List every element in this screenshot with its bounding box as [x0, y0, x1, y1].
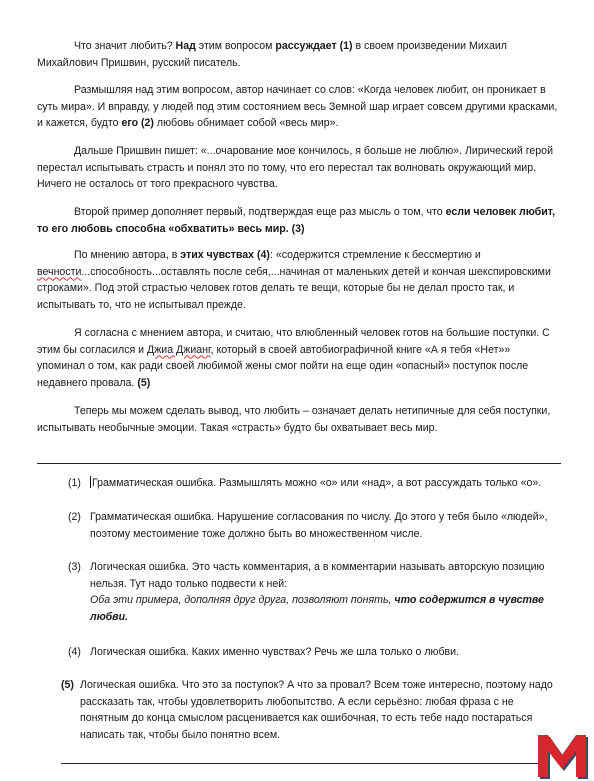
- footnote-number: (4): [68, 646, 81, 658]
- text-run: Второй пример дополняет первый, подтверждая еще раз мысль о том, что: [74, 206, 446, 218]
- footnote-5: [61, 677, 560, 743]
- footnote-text: Логическая ошибка. Это часть комментария, а в комментарии называть авторскую позицию нельзя. Тут надо только подвести к ней:: [90, 561, 545, 590]
- highlight-bold: Над: [175, 40, 196, 52]
- text-run: Теперь мы можем сделать вывод, что любить – означает делать нетипичные для себя поступки, испытывать необычные эмоции. Такая «страсть» будто бы охватывает весь мир.: [37, 405, 551, 434]
- essay-paragraph-7: [37, 403, 559, 436]
- footnote-number: (3): [68, 561, 81, 573]
- footnote-suggestion: [90, 592, 560, 625]
- footnote-separator: [37, 463, 561, 464]
- error-mark-1: рассуждает (1): [275, 40, 353, 52]
- text-run: Что значит любить?: [74, 40, 176, 52]
- footnote-text: Грамматическая ошибка. Размышлять можно «о» или «над», а вот рассуждать только «о».: [92, 477, 542, 489]
- footnote-number: (1): [68, 477, 81, 489]
- essay-paragraph-2: [37, 82, 559, 132]
- text-run: этим вопросом: [195, 40, 276, 52]
- footnote-number: (5): [61, 679, 74, 691]
- text-run: ...способность...оставлять после себя,...начиная от маленьких детей и кончая шекспировскими строками». Под этой страстью человек готов делать те вещи, которые бы не делал просто так, и испытывать то, что не испытывал прежде.: [37, 265, 551, 311]
- footnote-text: Логическая ошибка. Каких именно чувствах? Речь же шла только о любви.: [90, 646, 460, 658]
- suggestion-bold: что содержится в чувстве любви.: [90, 594, 544, 623]
- text-run: Дальше Пришвин пишет: «...очарование мое кончилось, я больше не люблю». Лирический герой перестал испытывать страсть и понял это по тому, что его перестал так волновать окружающий мир. Ничего не осталось от того прекрасного чувства.: [37, 145, 553, 191]
- text-run: Размышляя над этим вопросом, автор начинает со слов: «Когда человек любит, он проникает в суть мира». И вправду, у людей под этим состоянием весь Земной шар играет совсем другими красками, и кажется, будто: [37, 84, 558, 130]
- footnote-3: [68, 559, 560, 625]
- text-cursor: [90, 476, 91, 488]
- text-run: : «содержится стремление к бессмертию и: [269, 249, 481, 261]
- footnote-text: Грамматическая ошибка. Нарушение согласования по числу. До этого у тебя было «людей», поэтому местоимение тоже должно быть во множественном числе.: [90, 511, 548, 540]
- essay-paragraph-5: [37, 247, 559, 313]
- spellcheck-underline: Джиа Джианг: [147, 343, 211, 356]
- text-run: любовь обнимает собой «весь мир».: [153, 117, 339, 130]
- footnote-2: [68, 509, 560, 542]
- footnote-1: [68, 475, 560, 492]
- footnote-text: Логическая ошибка. Что это за поступок? А что за провал? Всем тоже интересно, поэтому надо рассказать так, чтобы удовлетворить любопытство. А если серьёзно: любая фраза с не понятным до конца смыслом расценивается как ошибочная, то есть тебе надо постараться написать так, чтобы было понятно всем.: [80, 679, 553, 741]
- suggestion-text: Оба эти примера, дополняя друг друга, позволяют понять,: [90, 594, 395, 607]
- error-mark-5: (5): [137, 376, 151, 389]
- footnote-number: (2): [68, 511, 81, 523]
- footnote-4: [68, 644, 560, 661]
- brand-logo-icon: [536, 731, 592, 781]
- essay-paragraph-4: [37, 204, 559, 237]
- error-mark-3: если человек любит, то его любовь способна «обхватить» весь мир. (3): [37, 206, 556, 235]
- text-run: По мнению автора, в: [74, 249, 181, 261]
- error-mark-2: его (2): [121, 117, 154, 130]
- essay-paragraph-1: [37, 38, 559, 71]
- error-mark-4: этих чувствах (4): [180, 249, 270, 261]
- text-run: Я согласна с мнением автора, и считаю, что влюбленный человек готов на большие поступки. С этим бы согласился и: [37, 327, 550, 356]
- essay-paragraph-6: [37, 325, 559, 391]
- text-run: в своем произведении Михаил Михайлович Пришвин, русский писатель.: [37, 40, 507, 69]
- logo-m: [538, 735, 586, 777]
- text-run: , который в своей автобиографичной книге «А я тебя «Нет»» упоминал о том, как ради своей любимой жены смог пойти на еще один «опасный» поступок после недавнего провала.: [37, 343, 529, 389]
- essay-paragraph-3: [37, 143, 559, 193]
- spellcheck-underline: вечности: [37, 265, 82, 278]
- bottom-separator: [61, 763, 539, 764]
